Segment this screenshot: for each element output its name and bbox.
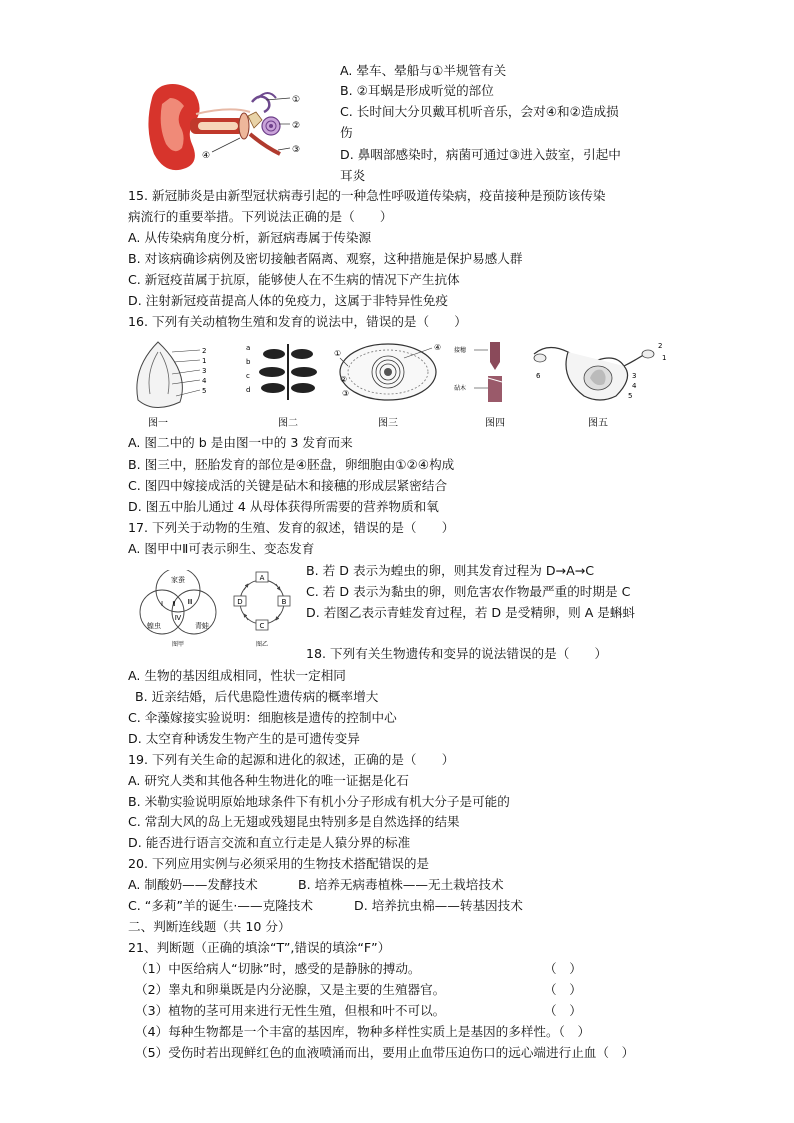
figure-4-caption: 图四 bbox=[485, 418, 505, 429]
fig1-label-5: 5 bbox=[202, 387, 207, 395]
venn-label-locust: 蝗虫 bbox=[147, 622, 161, 630]
q17-stem: 17. 下列关于动物的生殖、发育的叙述，错误的是（ ） bbox=[128, 520, 455, 535]
q20-option-c: C. “多莉”羊的诞生·——克隆技术 bbox=[128, 898, 313, 913]
q19-option-c: C. 常刮大风的岛上无翅或残翅昆虫特别多是自然选择的结果 bbox=[128, 814, 460, 829]
q20-option-b: B. 培养无病毒植株——无土栽培技术 bbox=[298, 877, 504, 892]
fig2-label-a: a bbox=[246, 344, 251, 352]
venn-caption: 图甲 bbox=[171, 641, 185, 648]
fig5-label-3: 3 bbox=[632, 372, 637, 380]
q21-item-1-blank[interactable]: （ ） bbox=[544, 961, 582, 976]
fig3-label-1: ① bbox=[334, 349, 342, 358]
fig3-label-3: ③ bbox=[342, 389, 350, 398]
fig5-label-6: 6 bbox=[536, 372, 541, 380]
figure-2-seedling bbox=[246, 344, 317, 429]
venn-region-1: Ⅰ bbox=[160, 600, 164, 608]
q17-option-a: A. 图甲中Ⅱ可表示卵生、变态发育 bbox=[128, 541, 315, 556]
q14-option-b: B. ②耳蜗是形成听觉的部位 bbox=[340, 83, 494, 98]
q16-option-c: C. 图四中嫁接成活的关键是砧木和接穗的形成层紧密结合 bbox=[128, 478, 448, 493]
figure-3-egg bbox=[334, 343, 441, 429]
fig3-label-4: ④ bbox=[434, 343, 442, 352]
q20-option-d: D. 培养抗虫棉——转基因技术 bbox=[354, 898, 523, 913]
figure-2-caption: 图二 bbox=[278, 418, 298, 429]
q17-cycle-diagram bbox=[232, 566, 296, 652]
cycle-node-a: A bbox=[259, 574, 265, 582]
ear-label-1: ① bbox=[292, 95, 301, 105]
fig4-label-stock: 砧木 bbox=[454, 385, 467, 392]
q20-stem: 20. 下列应用实例与必须采用的生物技术搭配错误的是 bbox=[128, 856, 430, 871]
q19-option-a: A. 研究人类和其他各种生物进化的唯一证据是化石 bbox=[128, 773, 409, 788]
fig3-label-2: ② bbox=[340, 375, 348, 384]
cycle-caption: 图乙 bbox=[255, 641, 269, 648]
figure-1-seed bbox=[137, 342, 207, 429]
q18-option-a: A. 生物的基因组成相同，性状一定相同 bbox=[128, 668, 346, 683]
q21-item-3: （3）植物的茎可用来进行无性生殖，但根和叶不可以。 bbox=[135, 1003, 446, 1018]
q21-item-2-blank[interactable]: （ ） bbox=[544, 982, 582, 997]
q14-option-c: C. 长时间大分贝戴耳机听音乐，会对④和②造成损 bbox=[340, 104, 619, 119]
fig5-label-1: 1 bbox=[662, 354, 667, 362]
q17-option-b: B. 若 D 表示为蝗虫的卵，则其发育过程为 D→A→C bbox=[306, 563, 595, 578]
q19-stem: 19. 下列有关生命的起源和进化的叙述，正确的是（ ） bbox=[128, 752, 455, 767]
q16-option-b: B. 图三中，胚胎发育的部位是④胚盘，卵细胞由①②④构成 bbox=[128, 457, 455, 472]
cycle-node-b: B bbox=[281, 598, 287, 606]
venn-region-3: Ⅲ bbox=[187, 598, 193, 606]
q21-item-3-blank[interactable]: （ ） bbox=[544, 1003, 582, 1018]
q18-option-c: C. 伞藻嫁接实验说明：细胞核是遗传的控制中心 bbox=[128, 710, 397, 725]
figure-4-grafting bbox=[454, 342, 505, 429]
q21-item-5: （5）受伤时若出现鲜红色的血液喷涌而出，要用止血带压迫伤口的远心端进行止血（ ） bbox=[135, 1045, 635, 1060]
fig1-label-2: 2 bbox=[202, 347, 207, 355]
q14-option-a: A. 晕车、晕船与①半规管有关 bbox=[340, 63, 507, 78]
fig2-label-c: c bbox=[246, 372, 250, 380]
cycle-node-d: D bbox=[237, 598, 243, 606]
q16-option-a: A. 图二中的 b 是由图一中的 3 发育而来 bbox=[128, 435, 353, 450]
q17-option-c: C. 若 D 表示为黏虫的卵，则危害农作物最严重的时期是 C bbox=[306, 584, 631, 599]
figure-3-caption: 图三 bbox=[378, 418, 398, 429]
venn-region-2: Ⅱ bbox=[172, 600, 176, 608]
q14-option-d: D. 鼻咽部感染时，病菌可通过③进入鼓室，引起中 bbox=[340, 147, 621, 162]
venn-label-silkworm: 家蚕 bbox=[171, 576, 185, 584]
q15-option-a: A. 从传染病角度分析，新冠病毒属于传染源 bbox=[128, 230, 372, 245]
fig5-label-5: 5 bbox=[628, 392, 633, 400]
q16-option-d: D. 图五中胎儿通过 4 从母体获得所需要的营养物质和氧 bbox=[128, 499, 439, 514]
fig4-label-scion: 接穗 bbox=[454, 347, 467, 354]
figure-1-caption: 图一 bbox=[148, 418, 168, 429]
q16-stem: 16. 下列有关动植物生殖和发育的说法中，错误的是（ ） bbox=[128, 314, 467, 329]
q21-item-2: （2）睾丸和卵巢既是内分泌腺，又是主要的生殖器官。 bbox=[135, 982, 446, 997]
q21-item-1: （1）中医给病人“切脉”时，感受的是静脉的搏动。 bbox=[135, 961, 421, 976]
q15-stem-line2: 病流行的重要举措。下列说法正确的是（ ） bbox=[128, 209, 393, 224]
q16-figures bbox=[128, 338, 676, 430]
q18-option-b: B. 近亲结婚，后代患隐性遗传病的概率增大 bbox=[135, 689, 379, 704]
venn-region-4: Ⅳ bbox=[174, 614, 182, 622]
ear-label-2: ② bbox=[292, 121, 301, 131]
q20-option-a: A. 制酸奶——发酵技术 bbox=[128, 877, 258, 892]
q21-stem: 21、判断题（正确的填涂“T”,错误的填涂“F”） bbox=[128, 940, 391, 955]
q15-option-c: C. 新冠疫苗属于抗原，能够使人在不生病的情况下产生抗体 bbox=[128, 272, 460, 287]
q19-option-d: D. 能否进行语言交流和直立行走是人猿分界的标准 bbox=[128, 835, 411, 850]
q21-item-4: （4）每种生物都是一个丰富的基因库，物种多样性实质上是基因的多样性。（ ） bbox=[135, 1024, 591, 1039]
ear-structure-figure bbox=[140, 78, 308, 178]
fig5-label-2: 2 bbox=[658, 342, 663, 350]
q15-option-d: D. 注射新冠疫苗提高人体的免疫力，这属于非特异性免疫 bbox=[128, 293, 448, 308]
section-2-title: 二、判断连线题（共 10 分） bbox=[128, 919, 291, 934]
ear-label-3: ③ bbox=[292, 145, 301, 155]
q17-option-d: D. 若图乙表示青蛙发育过程，若 D 是受精卵，则 A 是蝌蚪 bbox=[306, 605, 636, 620]
ear-label-4: ④ bbox=[202, 151, 211, 161]
fig5-label-4: 4 bbox=[632, 382, 637, 390]
q18-option-d: D. 太空育种诱发生物产生的是可遗传变异 bbox=[128, 731, 360, 746]
q14-option-c-cont: 伤 bbox=[340, 125, 353, 140]
q15-stem-line1: 15. 新冠肺炎是由新型冠状病毒引起的一种急性呼吸道传染病，疫苗接种是预防该传染 bbox=[128, 188, 606, 203]
q14-option-d-cont: 耳炎 bbox=[340, 168, 366, 183]
q18-stem: 18. 下列有关生物遗传和变异的说法错误的是（ ） bbox=[306, 646, 608, 661]
figure-5-caption: 图五 bbox=[588, 418, 608, 429]
q15-option-b: B. 对该病确诊病例及密切接触者隔离、观察，这种措施是保护易感人群 bbox=[128, 251, 523, 266]
cycle-node-c: C bbox=[259, 622, 265, 630]
venn-label-frog: 青蛙 bbox=[195, 622, 209, 630]
fig1-label-1: 1 bbox=[202, 357, 207, 365]
q19-option-b: B. 米勒实验说明原始地球条件下有机小分子形成有机大分子是可能的 bbox=[128, 794, 510, 809]
fig2-label-d: d bbox=[246, 386, 251, 394]
fig1-label-4: 4 bbox=[202, 377, 207, 385]
fig1-label-3: 3 bbox=[202, 367, 207, 375]
fig2-label-b: b bbox=[246, 358, 251, 366]
figure-5-uterus bbox=[534, 342, 666, 429]
